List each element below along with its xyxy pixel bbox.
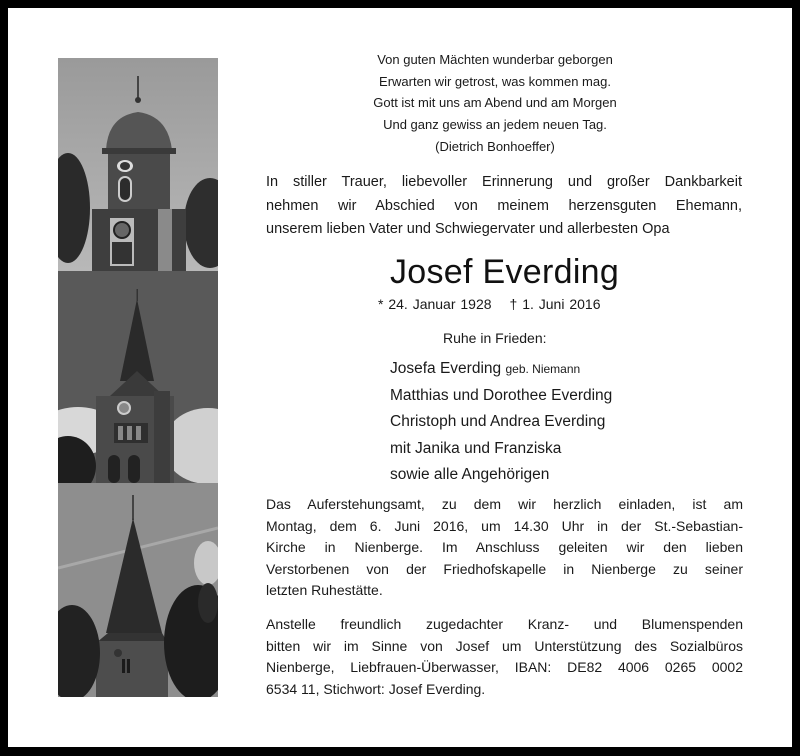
photo-church-spire-trees [58, 483, 218, 697]
family-member: Christoph und Andrea Everding [390, 413, 606, 430]
life-dates [378, 294, 601, 314]
intro-line: nehmen wir Abschied von meinem herzensguten Ehemann, [266, 197, 742, 214]
intro-text [266, 171, 742, 242]
service-info [266, 494, 743, 602]
poem-line: Erwarten wir getrost, was kommen mag. [379, 73, 611, 89]
service-line: Kirche in Nienberge. Im Anschluss geleiten wir den lieben [266, 539, 743, 555]
family-list [390, 356, 612, 489]
rest-in-peace-label: Ruhe in Frieden: [443, 330, 547, 346]
donation-line: Anstelle freundlich zugedachter Kranz- und Blumenspenden [266, 616, 743, 632]
photo-church-spire-clock [58, 271, 218, 483]
poem-line: Und ganz gewiss an jedem neuen Tag. [383, 116, 607, 132]
spouse-name: Josefa Everding [390, 360, 502, 377]
intro-line: In stiller Trauer, liebevoller Erinnerung und großer Dankbarkeit [266, 174, 742, 190]
family-member: sowie alle Angehörigen [390, 466, 550, 483]
photo-column [58, 58, 218, 697]
donation-info [266, 614, 743, 700]
maiden-name-note: geb. Niemann [505, 362, 581, 376]
birth-date: * 24. Januar 1928 [378, 296, 492, 312]
intro-line: unserem lieben Vater und Schwiegervater und allerbesten Opa [266, 221, 670, 237]
service-line: Montag, dem 6. Juni 2016, um 14.30 Uhr in der St.-Sebastian- [266, 517, 743, 534]
poem-author: (Dietrich Bonhoeffer) [435, 139, 555, 154]
service-line: Verstorbenen von der Friedhofskapelle in Nienberge zu seiner [266, 560, 743, 577]
family-member: Matthias und Dorothee Everding [390, 386, 613, 404]
donation-line: bitten wir im Sinne von Josef um Unterstützung des Sozialbüros [266, 637, 743, 654]
family-member: mit Janika und Franziska [390, 439, 562, 457]
donation-line: 6534 11, Stichwort: Josef Everding. [266, 680, 486, 697]
deceased-name: Josef Everding [390, 253, 620, 291]
poem-line: Gott ist mit uns am Abend und am Morgen [373, 95, 617, 110]
photo-church-tower-dome [58, 58, 218, 271]
service-line: Das Auferstehungsamt, zu dem wir herzlich einladen, ist am [266, 496, 743, 512]
death-date: † 1. Juni 2016 [509, 296, 601, 312]
poem-line: Von guten Mächten wunderbar geborgen [377, 52, 613, 67]
donation-line: Nienberge, Liebfrauen-Überwasser, IBAN: DE82 4006 0265 0002 [266, 659, 743, 675]
service-line: letzten Ruhestätte. [266, 582, 383, 598]
poem-block [270, 49, 720, 158]
family-member [390, 356, 612, 383]
